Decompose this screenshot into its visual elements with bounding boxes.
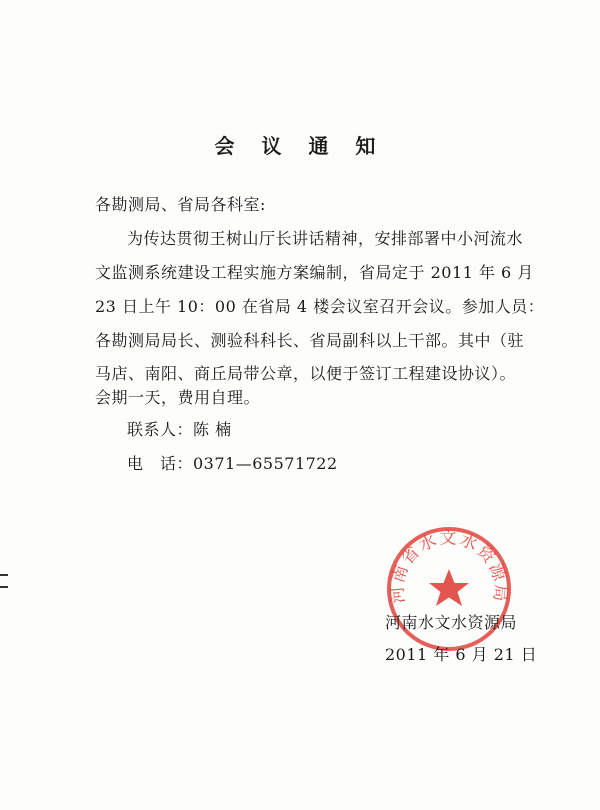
official-seal: [385, 525, 513, 653]
body-line: 会期一天，费用自理。: [95, 388, 261, 407]
seal-text: 河南省水文水资源局: [387, 528, 511, 605]
body-line: 23 日上午 10：00 在省局 4 楼会议室召开会议。参加人员：: [95, 297, 545, 316]
body-line: 马店、南阳、商丘局带公章，以便于签订工程建设协议）。: [95, 364, 517, 383]
body-line: 各勘测局局长、测验科科长、省局副科以上干部。其中（驻: [95, 331, 525, 350]
star-icon: [429, 569, 469, 606]
signature-date: 2011 年 6 月 21 日: [385, 645, 538, 664]
page-title: 会 议 通 知: [214, 134, 386, 158]
signature-org: 河南水文水资源局: [385, 613, 518, 632]
body-line: 文监测系统建设工程实施方案编制，省局定于 2011 年 6 月: [95, 263, 534, 282]
contact-phone: 电 话：0371—65571722: [127, 454, 338, 473]
body-line: 为传达贯彻王树山厅长讲话精神，安排部署中小河流水: [127, 229, 524, 248]
addressee: 各勘测局、省局各科室:: [95, 195, 266, 214]
contact-person: 联系人：陈 楠: [127, 420, 232, 439]
scan-edge-mark: [0, 574, 8, 588]
